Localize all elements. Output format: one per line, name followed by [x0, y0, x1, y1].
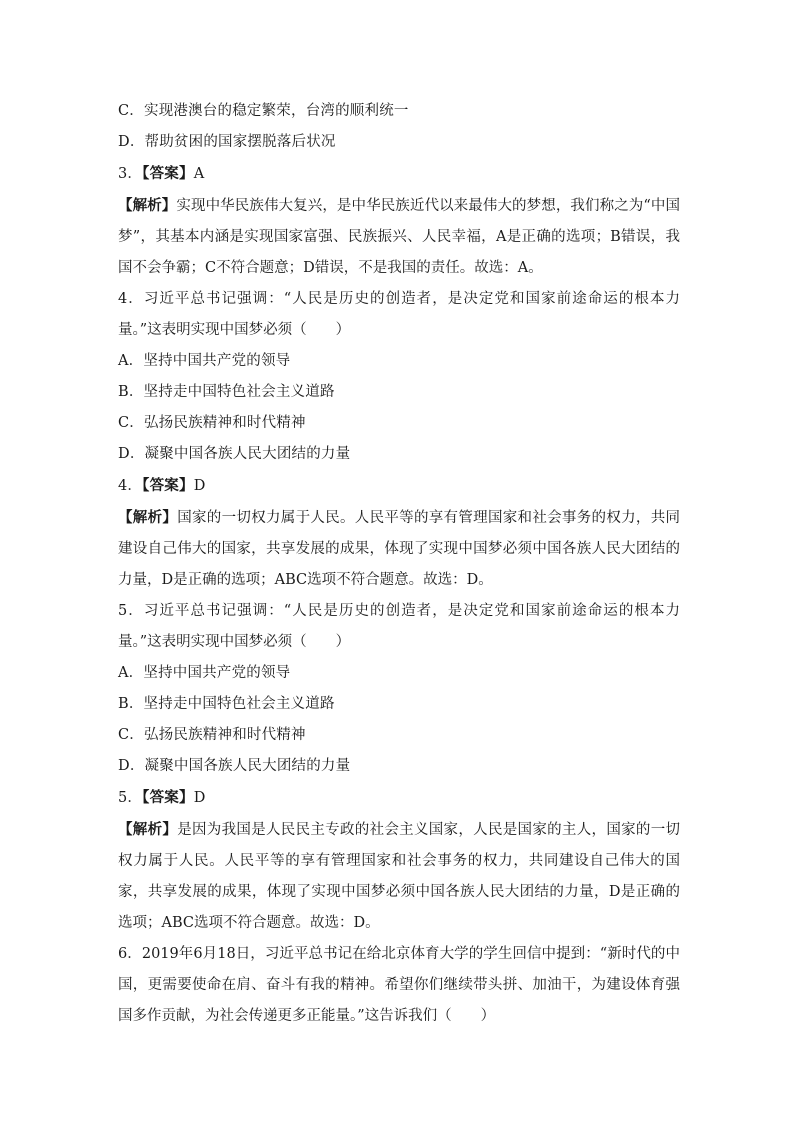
analysis-text: 实现中华民族伟大复兴，是中华民族近代以来最伟大的梦想，我们称之为“中国梦”，其基本内涵是实现国家富强、民族振兴、人民幸福，A是正确的选项；B错误，我国不会争霸；C不符合题意；D错误，不是我国的责任。故选：A。: [118, 198, 681, 276]
question-4: 4．习近平总书记强调：“人民是历史的创造者，是决定党和国家前途命运的根本力量。”这表明实现中国梦必须（ ）: [118, 291, 680, 338]
document-page: [118, 96, 680, 1032]
analysis-label: 【解析】: [118, 197, 177, 214]
option-5c: C．弘扬民族精神和时代精神: [118, 727, 306, 743]
option-4a: A．坚持中国共产党的领导: [118, 353, 291, 369]
answer-label: 【答案】: [142, 789, 194, 806]
answer-number: 5．: [118, 790, 143, 806]
analysis-text: 国家的一切权力属于人民。人民平等的享有管理国家和社会事务的权力，共同建设自己伟大的国家，共享发展的成果，体现了实现中国梦必须中国各族人民大团结的力量，D是正确的选项；ABC选项不符合题意。故选：D。: [118, 510, 681, 588]
analysis-label: 【解析】: [118, 509, 178, 526]
option-4c: C．弘扬民族精神和时代精神: [118, 415, 306, 431]
answer-label: 【答案】: [142, 477, 194, 494]
answer-value: D: [193, 790, 206, 806]
option-4b: B．坚持走中国特色社会主义道路: [118, 384, 335, 400]
answer-number: 4．: [118, 478, 143, 494]
answer-5: [118, 782, 680, 814]
option-4d: D．凝聚中国各族人民大团结的力量: [118, 446, 351, 462]
option-3c: C．实现港澳台的稳定繁荣，台湾的顺利统一: [118, 103, 409, 119]
answer-value: D: [193, 478, 206, 494]
option-5b: B．坚持走中国特色社会主义道路: [118, 696, 335, 712]
analysis-5: [118, 814, 680, 939]
analysis-label: 【解析】: [118, 821, 178, 838]
answer-number: 3．: [118, 166, 143, 182]
option-3d: D．帮助贫困的国家摆脱落后状况: [118, 134, 336, 150]
question-5: 5．习近平总书记强调：“人民是历史的创造者，是决定党和国家前途命运的根本力量。”这表明实现中国梦必须（ ）: [118, 603, 680, 650]
question-6: 6．2019年6月18日，习近平总书记在给北京体育大学的学生回信中提到：“新时代的中国，更需要使命在肩、奋斗有我的精神。希望你们继续带头拼、加油干，为建设体育强国多作贡献，为社会传递更多正能量。”这告诉我们（ ）: [118, 946, 680, 1024]
option-5d: D．凝聚中国各族人民大团结的力量: [118, 758, 351, 774]
answer-value: A: [193, 166, 205, 182]
analysis-text: 是因为我国是人民民主专政的社会主义国家，人民是国家的主人，国家的一切权力属于人民。人民平等的享有管理国家和社会事务的权力，共同建设自己伟大的国家，共享发展的成果，体现了实现中国梦必须中国各族人民大团结的力量，D是正确的选项；ABC选项不符合题意。故选：D。: [118, 822, 681, 931]
option-5a: A．坚持中国共产党的领导: [118, 665, 291, 681]
answer-4: [118, 470, 680, 502]
answer-3: [118, 158, 680, 190]
analysis-3: [118, 190, 680, 284]
answer-label: 【答案】: [142, 165, 194, 182]
analysis-4: [118, 502, 680, 596]
